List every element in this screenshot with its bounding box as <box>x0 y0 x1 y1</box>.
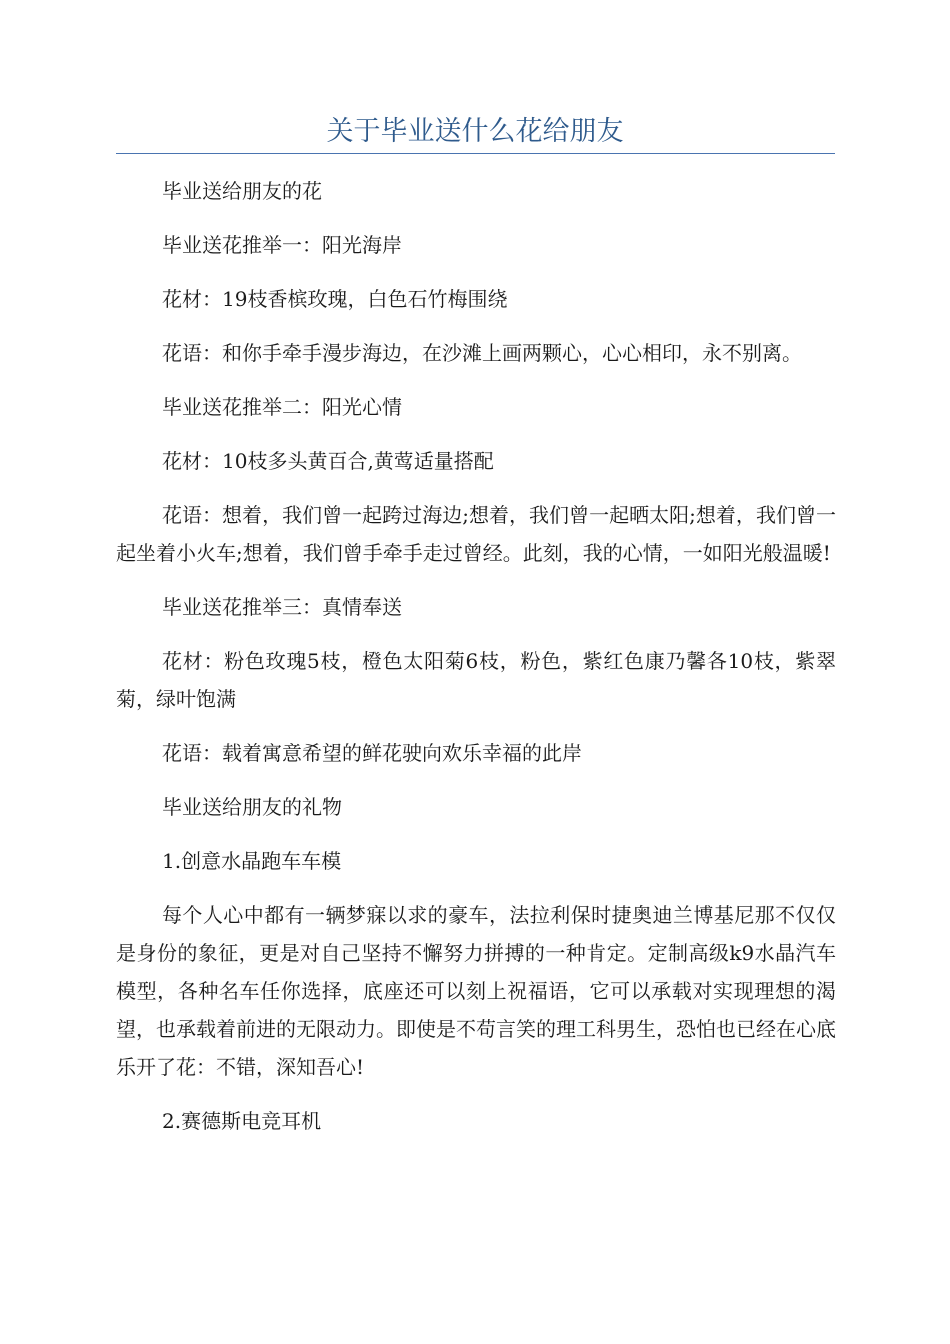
paragraph: 1.创意水晶跑车车模 <box>162 849 342 873</box>
paragraph: 毕业送花推举一：阳光海岸 <box>162 233 402 257</box>
paragraph: 毕业送给朋友的花 <box>162 179 322 203</box>
paragraph: 2.赛德斯电竞耳机 <box>162 1109 322 1133</box>
paragraph: 花材：19枝香槟玫瑰，白色石竹梅围绕 <box>162 287 508 311</box>
title-underline <box>116 153 835 154</box>
paragraph: 花语：载着寓意希望的鲜花驶向欢乐幸福的此岸 <box>162 741 582 765</box>
document-title: 关于毕业送什么花给朋友 <box>326 116 624 147</box>
paragraph: 毕业送花推举三：真情奉送 <box>162 595 402 619</box>
paragraph: 每个人心中都有一辆梦寐以求的豪车，法拉利保时捷奥迪兰博基尼那不仅仅是身份的象征，更是对自己坚持不懈努力拼搏的一种肯定。定制高级k9水晶汽车模型，各种名车任你选择，底座还可以刻上祝福语，它可以承载对实现理想的渴望，也承载着前进的无限动力。即使是不苟言笑的理工科男生，恐怕也已经在心底乐开了花：不错，深知吾心! <box>116 903 836 1079</box>
paragraph: 花语：想着，我们曾一起跨过海边;想着，我们曾一起晒太阳;想着，我们曾一起坐着小火车;想着，我们曾手牵手走过曾经。此刻，我的心情，一如阳光般温暖! <box>116 503 836 565</box>
paragraph: 毕业送花推举二：阳光心情 <box>162 395 402 419</box>
paragraph: 花材：粉色玫瑰5枝，橙色太阳菊6枝，粉色，紫红色康乃馨各10枝，紫翠菊，绿叶饱满 <box>116 649 836 711</box>
paragraph: 花语：和你手牵手漫步海边，在沙滩上画两颗心，心心相印，永不别离。 <box>162 341 802 365</box>
document-body <box>116 172 836 1156</box>
paragraph: 毕业送给朋友的礼物 <box>162 795 342 819</box>
paragraph: 花材：10枝多头黄百合,黄莺适量搭配 <box>162 449 494 473</box>
